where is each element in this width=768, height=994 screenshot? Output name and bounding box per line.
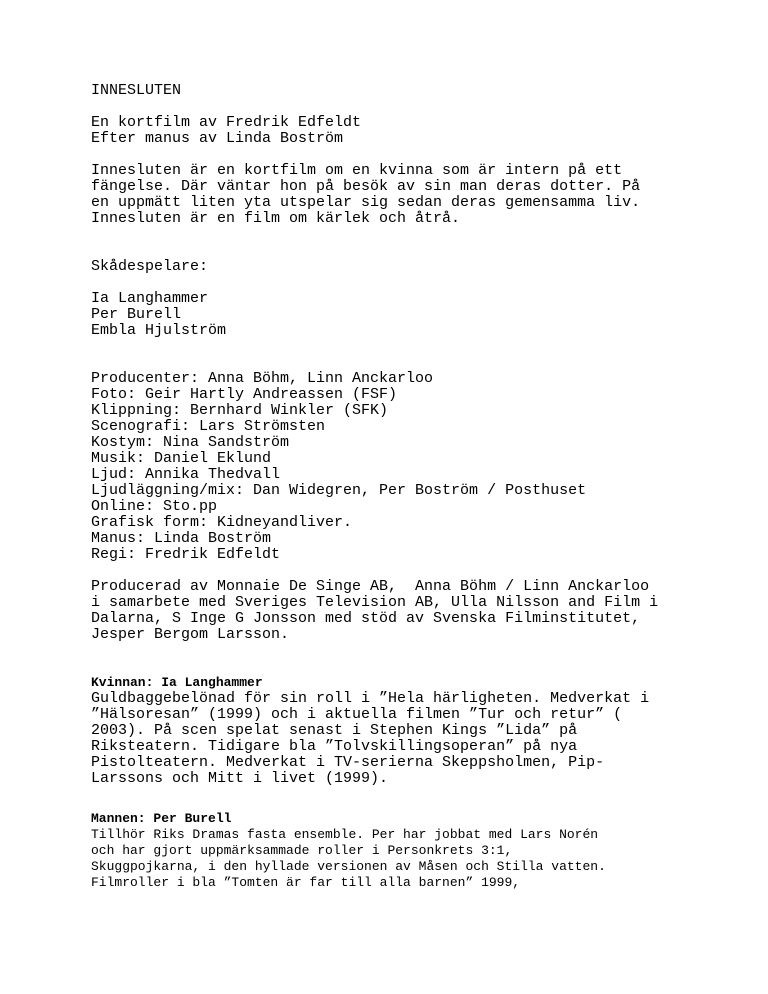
bio-heading-kvinnan: Kvinnan: Ia Langhammer	[91, 675, 263, 690]
bio-line: Tillhör Riks Dramas fasta ensemble. Per har jobbat med Lars Norén	[91, 827, 599, 842]
crew-line: Klippning: Bernhard Winkler (SFK)	[91, 402, 389, 419]
crew-line: Ljud: Annika Thedvall	[91, 466, 281, 483]
bio-line: Skuggpojkarna, i den hyllade versionen av Måsen och Stilla vatten.	[91, 859, 606, 874]
bio-heading-mannen: Mannen: Per Burell	[91, 811, 232, 826]
credits-intro-line: En kortfilm av Fredrik Edfeldt	[91, 114, 362, 131]
synopsis-line: Innesluten är en film om kärlek och åtrå.	[91, 210, 461, 227]
bio-line: Pistolteatern. Medverkat i TV-serierna Skeppsholmen, Pip-	[91, 754, 605, 771]
crew-line: Online: Sto.pp	[91, 498, 218, 515]
production-line: Dalarna, S Inge G Jonsson med stöd av Svenska Filminstitutet,	[91, 610, 641, 627]
cast-member: Per Burell	[91, 306, 182, 323]
synopsis-line: Innesluten är en kortfilm om en kvinna som är intern på ett	[91, 162, 623, 179]
cast-member: Embla Hjulström	[91, 322, 227, 339]
crew-line: Regi: Fredrik Edfeldt	[91, 546, 281, 563]
crew-line: Foto: Geir Hartly Andreassen (FSF)	[91, 386, 398, 403]
production-line: Producerad av Monnaie De Singe AB, Anna Böhm / Linn Anckarloo	[91, 578, 650, 595]
document-title: INNESLUTEN	[91, 82, 182, 99]
cast-heading: Skådespelare:	[91, 258, 209, 275]
credits-intro-line: Efter manus av Linda Boström	[91, 130, 344, 147]
crew-line: Musik: Daniel Eklund	[91, 450, 272, 467]
bio-line: Riksteatern. Tidigare bla ”Tolvskillingsoperan” på nya	[91, 738, 578, 755]
crew-line: Manus: Linda Boström	[91, 530, 272, 547]
synopsis-line: en uppmätt liten yta utspelar sig sedan deras gemensamma liv.	[91, 194, 641, 211]
bio-line: Larssons och Mitt i livet (1999).	[91, 770, 389, 787]
crew-line: Producenter: Anna Böhm, Linn Anckarloo	[91, 370, 434, 387]
bio-line: Filmroller i bla ”Tomten är far till alla barnen” 1999,	[91, 875, 521, 890]
bio-line: Guldbaggebelönad för sin roll i ”Hela härligheten. Medverkat i	[91, 690, 650, 707]
crew-line: Grafisk form: Kidneyandliver.	[91, 514, 353, 531]
production-line: Jesper Bergom Larsson.	[91, 626, 290, 643]
production-line: i samarbete med Sveriges Television AB, Ulla Nilsson and Film i	[91, 594, 659, 611]
bio-line: och har gjort uppmärksammade roller i Personkrets 3:1,	[91, 843, 513, 858]
crew-line: Scenografi: Lars Strömsten	[91, 418, 326, 435]
synopsis-line: fängelse. Där väntar hon på besök av sin man deras dotter. På	[91, 178, 641, 195]
bio-line: ”Hälsoresan” (1999) och i aktuella filmen ”Tur och retur” (	[91, 706, 623, 723]
crew-line: Kostym: Nina Sandström	[91, 434, 290, 451]
crew-line: Ljudläggning/mix: Dan Widegren, Per Boström / Posthuset	[91, 482, 587, 499]
cast-member: Ia Langhammer	[91, 290, 209, 307]
document-page	[91, 83, 731, 891]
bio-line: 2003). På scen spelat senast i Stephen Kings ”Lida” på	[91, 722, 578, 739]
